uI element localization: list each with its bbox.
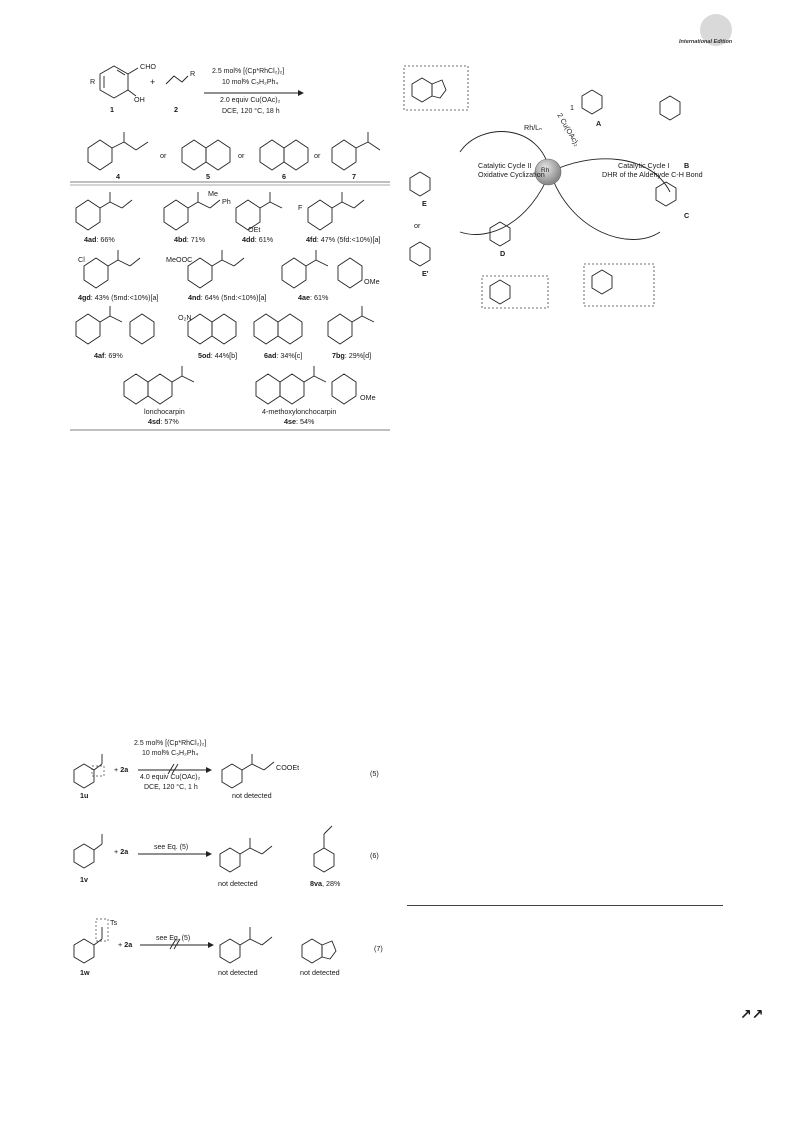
mechanism-scheme	[400, 62, 730, 312]
compound-4ad: 4ad: 66%	[84, 235, 115, 244]
compound-4bd: 4bd: 71%	[174, 235, 206, 244]
cycle1-title: Catalytic Cycle I	[618, 161, 670, 170]
eq5-number: (5)	[370, 769, 379, 778]
sub-f: F	[298, 203, 303, 212]
label-reactant2: 2	[174, 105, 178, 114]
compound-4se: 4se: 54%	[284, 417, 315, 426]
or-2: or	[238, 151, 245, 160]
label-cho: CHO	[140, 62, 156, 71]
mechanism-art	[400, 62, 730, 312]
sub-oet: OEt	[248, 225, 261, 234]
eq5-cond-1: 10 mol% C₅H₂Ph₄	[142, 750, 199, 757]
label-reactant1: 1	[110, 105, 114, 114]
label-rhln: Rh/Lₙ	[524, 123, 543, 132]
label-cuoac: 2 Cu(OAc)₂	[555, 111, 582, 148]
product-7: 7	[352, 172, 356, 181]
eq5-reactant: 1u	[80, 791, 89, 800]
cycle2-sub: Oxidative Cyclization	[478, 170, 545, 179]
condition-solvent: DCE, 120 °C, 18 h	[222, 108, 280, 115]
eq5-product: COOEt	[276, 763, 300, 772]
condition-ligand: 10 mol% C₅H₂Ph₄	[222, 79, 279, 86]
intermediate-b: B	[684, 161, 690, 170]
or-3: or	[314, 151, 321, 160]
compound-4ae: 4ae: 61%	[298, 293, 329, 302]
sub-ph: Ph	[222, 197, 231, 206]
equation-7	[70, 915, 390, 979]
eq5-cond-2: 4.0 equiv Cu(OAc)₂	[140, 774, 201, 781]
cycle1-sub: DHR of the Aldehyde C-H Bond	[602, 170, 703, 179]
product-5: 5	[206, 172, 210, 181]
compound-7bg: 7bg: 29%[d]	[332, 351, 372, 360]
label-plus: +	[150, 77, 156, 87]
eq5-cond-3: DCE, 120 °C, 1 h	[144, 784, 198, 791]
compound-5od: 5od: 44%[b]	[198, 351, 238, 360]
compound-4se-name: 4-methoxylonchocarpin	[262, 407, 337, 416]
eq5-cond-0: 2.5 mol% [(Cp*RhCl₂)₂]	[134, 740, 207, 747]
intermediate-e: E	[422, 199, 427, 208]
label-1: 1	[570, 103, 574, 112]
eq5-reagent: + 2a	[114, 765, 129, 774]
eq6-cond: see Eq. (5)	[154, 844, 189, 851]
eq6-reactant: 1v	[80, 875, 88, 884]
scheme-top	[70, 60, 390, 432]
compound-4sd: 4sd: 57%	[148, 417, 179, 426]
compound-4af: 4af: 69%	[94, 351, 123, 360]
eq7-reagent: + 2a	[118, 940, 133, 949]
or-1: or	[160, 151, 167, 160]
compound-4nd: 4nd: 64% (5nd:<10%)[a]	[188, 293, 267, 302]
intermediate-d: D	[500, 249, 506, 258]
sub-cl: Cl	[78, 255, 85, 264]
sub-ome: OMe	[364, 277, 380, 286]
eq6-product2: 8va, 28%	[310, 879, 341, 888]
eq7-reactant: 1w	[80, 968, 90, 977]
scheme-top-art	[70, 60, 390, 432]
intermediate-c: C	[684, 211, 690, 220]
eq6-number: (6)	[370, 851, 379, 860]
label-r1: R	[90, 77, 96, 86]
compound-4sd-name: lonchocarpin	[144, 407, 185, 416]
label-r2: R	[190, 69, 196, 78]
compound-4fd: 4fd: 47% (5fd:<10%)[a]	[306, 235, 381, 244]
eq6-reagent: + 2a	[114, 847, 129, 856]
condition-oxidant: 2.0 equiv Cu(OAc)₂	[220, 97, 281, 104]
eq7-status-2: not detected	[300, 968, 340, 977]
compound-6ad: 6ad: 34%[c]	[264, 351, 303, 360]
eq7-ts: Ts	[110, 918, 118, 927]
label-or: or	[414, 221, 421, 230]
equation-5	[70, 740, 390, 802]
eq6-status: not detected	[218, 879, 258, 888]
eq7-number: (7)	[374, 944, 383, 953]
sub-meooc: MeOOC	[166, 255, 193, 264]
rh-center: Rh	[541, 167, 550, 174]
condition-catalyst: 2.5 mol% [(Cp*RhCl₂)₂]	[212, 68, 285, 75]
sub-o2n: O₂N	[178, 313, 192, 322]
sub-me: Me	[208, 189, 218, 198]
label-oh: OH	[134, 95, 145, 104]
sub-ome-2: OMe	[360, 393, 376, 402]
cycle2-title: Catalytic Cycle II	[478, 161, 532, 170]
product-4: 4	[116, 172, 120, 181]
eq7-cond: see Eq. (5)	[156, 935, 191, 942]
eq5-status: not detected	[232, 791, 272, 800]
equation-6	[70, 820, 390, 892]
product-6: 6	[282, 172, 286, 181]
journal-title: International Edition	[679, 39, 733, 45]
compound-4dd: 4dd: 61%	[242, 235, 274, 244]
footnote-divider	[407, 905, 723, 906]
continue-arrows-icon: ↗↗	[740, 1007, 764, 1023]
intermediate-e-prime: E'	[422, 269, 429, 278]
intermediate-a: A	[596, 119, 602, 128]
compound-4gd: 4gd: 43% (5md:<10%)[a]	[78, 293, 159, 302]
eq7-status-1: not detected	[218, 968, 258, 977]
